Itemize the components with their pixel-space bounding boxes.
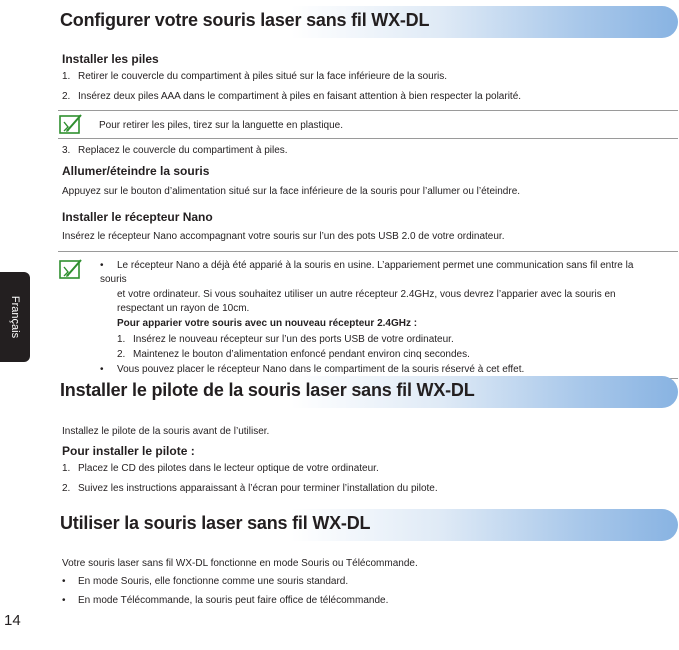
step-text: Maintenez le bouton d’alimentation enfoncé pendant environ cinq secondes. <box>133 349 470 360</box>
bullet: • <box>62 576 66 587</box>
step-number: 3. <box>62 145 71 156</box>
note-bottom-rule <box>58 138 678 139</box>
power-text: Appuyez sur le bouton d’alimentation situé sur la face inférieure de la souris pour l’allumer ou l’éteindre. <box>62 186 521 197</box>
step-number: 1. <box>62 463 71 474</box>
section-title-driver: Installer le pilote de la souris laser sans fil WX-DL <box>60 380 475 400</box>
note-top-rule <box>58 251 678 252</box>
bullet: • <box>62 595 66 606</box>
step-number: 2. <box>62 91 71 102</box>
page-number: 14 <box>4 612 21 629</box>
language-tab <box>0 272 30 362</box>
section-banner-use <box>54 509 678 541</box>
section-banner-driver <box>54 376 678 408</box>
note-line: souris <box>100 274 127 285</box>
step-number: 1. <box>62 71 71 82</box>
heading-install-batteries: Installer les piles <box>62 52 159 66</box>
step-text: Placez le CD des pilotes dans le lecteur optique de votre ordinateur. <box>78 463 379 474</box>
heading-install-driver: Pour installer le pilote : <box>62 444 195 458</box>
section-banner-configure <box>54 6 678 38</box>
heading-receiver: Installer le récepteur Nano <box>62 210 213 224</box>
note-pencil-icon <box>59 258 83 280</box>
step-text: Suivez les instructions apparaissant à l’écran pour terminer l’installation du pilote. <box>78 483 438 494</box>
note-pencil-icon <box>59 113 83 135</box>
step-number: 1. <box>117 334 126 345</box>
bullet: • <box>100 260 104 271</box>
note-line: Vous pouvez placer le récepteur Nano dans le compartiment de la souris réservé à cet effet. <box>117 364 525 375</box>
step-number: 2. <box>62 483 71 494</box>
note-line: et votre ordinateur. Si vous souhaitez utiliser un autre récepteur 2.4GHz, vous devrez l’apparier avec la souris en <box>117 289 616 300</box>
step-number: 2. <box>117 349 126 360</box>
note-line: Le récepteur Nano a déjà été apparié à la souris en usine. L’appariement permet une communication sans fil entre la <box>117 260 634 271</box>
language-label: Français <box>9 295 21 339</box>
step-text: Retirer le couvercle du compartiment à piles situé sur la face inférieure de la souris. <box>78 71 448 82</box>
section-title-configure: Configurer votre souris laser sans fil WX-DL <box>60 10 430 30</box>
step-text: Replacez le couvercle du compartiment à piles. <box>78 145 288 156</box>
note-pairing-heading: Pour apparier votre souris avec un nouveau récepteur 2.4GHz : <box>117 318 418 329</box>
bullet: • <box>100 364 104 375</box>
step-text: Insérez le nouveau récepteur sur l’un des ports USB de votre ordinateur. <box>133 334 454 345</box>
driver-intro: Installez le pilote de la souris avant de l’utiliser. <box>62 426 270 437</box>
bullet-text: En mode Télécommande, la souris peut faire office de télécommande. <box>78 595 389 606</box>
note-line: respectant un rayon de 10cm. <box>117 303 250 314</box>
use-intro: Votre souris laser sans fil WX-DL fonctionne en mode Souris ou Télécommande. <box>62 558 418 569</box>
step-text: Insérez deux piles AAA dans le compartiment à piles en faisant attention à bien respecter la polarité. <box>78 91 522 102</box>
heading-power: Allumer/éteindre la souris <box>62 164 210 178</box>
section-title-use: Utiliser la souris laser sans fil WX-DL <box>60 513 371 533</box>
note-text: Pour retirer les piles, tirez sur la languette en plastique. <box>99 120 344 131</box>
bullet-text: En mode Souris, elle fonctionne comme une souris standard. <box>78 576 349 587</box>
receiver-text: Insérez le récepteur Nano accompagnant votre souris sur l’un des pots USB 2.0 de votre ordinateur. <box>62 231 505 242</box>
note-top-rule <box>58 110 678 111</box>
